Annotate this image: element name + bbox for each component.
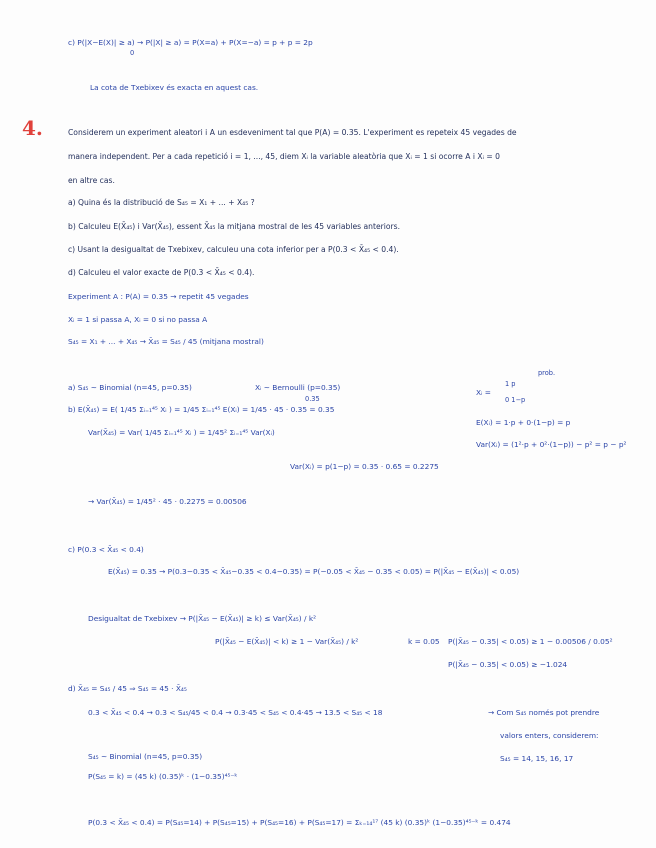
answer-b-var-result: → Var(X̄₄₅) = 1/45² · 45 · 0.2275 = 0.00506 xyxy=(88,497,247,506)
answer-b-expectation: b) E(X̄₄₅) = E( 1/45 Σᵢ₌₁⁴⁵ Xᵢ ) = 1/45 Σᵢ₌₁⁴⁵ E(Xᵢ) = 1/45 · 45 · 0.35 = 0.35 xyxy=(68,405,335,414)
statement-d: d) Calculeu el valor exacte de P(0.3 < X̄₄₅ < 0.4). xyxy=(68,268,255,277)
statement-a: a) Quina és la distribució de S₄₅ = X₁ + ... + X₄₅ ? xyxy=(68,198,255,207)
answer-c-transform: E(X̄₄₅) = 0.35 → P(0.3−0.35 < X̄₄₅−0.35 < 0.4−0.35) = P(−0.05 < X̄₄₅ − 0.35 < 0.05) = P(|X̄₄₅ − E(X̄₄₅)| < 0.05) xyxy=(108,567,520,576)
chebyshev-applied: P(|X̄₄₅ − 0.35| < 0.05) ≥ 1 − 0.00506 / 0.05² xyxy=(448,637,613,646)
side-prob-label: prob. xyxy=(538,369,556,377)
prev-c-conclusion: La cota de Txebixev és exacta en aquest cas. xyxy=(90,83,259,92)
setup-line-1: Experiment A : P(A) = 0.35 → repetit 45 vegades xyxy=(68,292,249,301)
problem-number: 4. xyxy=(22,116,43,140)
statement-line-3: en altre cas. xyxy=(68,176,115,185)
answer-c-title: c) P(0.3 < X̄₄₅ < 0.4) xyxy=(68,545,144,554)
answer-d-line-2: 0.3 < X̄₄₅ < 0.4 → 0.3 < S₄₅/45 < 0.4 → 0.3·45 < S₄₅ < 0.4·45 → 13.5 < S₄₅ < 18 xyxy=(88,708,383,717)
chebyshev-statement: Desigualtat de Txebixev → P(|X̄₄₅ − E(X̄₄₅)| ≥ k) ≤ Var(X̄₄₅) / k² xyxy=(88,614,317,623)
answer-d-line-1: d) X̄₄₅ = S₄₅ / 45 ⇒ S₄₅ = 45 · X̄₄₅ xyxy=(68,684,187,693)
side-pmf-top: 1 p xyxy=(505,380,516,388)
answer-d-note-2: valors enters, considerem: xyxy=(500,731,599,740)
setup-line-2: Xᵢ = 1 si passa A, Xᵢ = 0 si no passa A xyxy=(68,315,208,324)
chebyshev-result: P(|X̄₄₅ − 0.35| < 0.05) ≥ −1.024 xyxy=(448,660,568,669)
answer-a: a) S₄₅ ~ Binomial (n=45, p=0.35) xyxy=(68,383,192,392)
answer-d-note-3: S₄₅ = 14, 15, 16, 17 xyxy=(500,754,574,763)
statement-b: b) Calculeu E(X̄₄₅) i Var(X̄₄₅), essent X̄₄₅ la mitjana mostral de les 45 variables anteriors. xyxy=(68,222,401,231)
chebyshev-k: k = 0.05 xyxy=(408,637,440,646)
statement-line-2: manera independent. Per a cada repetició i = 1, ..., 45, diem Xᵢ la variable aleatòria que Xᵢ = 1 si ocorre A i Xᵢ = 0 xyxy=(68,152,500,161)
answer-d-pmf: P(S₄₅ = k) = (45 k) (0.35)ᵏ · (1−0.35)⁴⁵⁻ᵏ xyxy=(88,772,238,781)
answer-d-binomial: S₄₅ ~ Binomial (n=45, p=0.35) xyxy=(88,752,203,761)
answer-b-note: 0.35 xyxy=(305,395,320,403)
answer-b-var-note: Var(Xᵢ) = p(1−p) = 0.35 · 0.65 = 0.2275 xyxy=(290,462,439,471)
chebyshev-complement: P(|X̄₄₅ − E(X̄₄₅)| < k) ≥ 1 − Var(X̄₄₅) / k² xyxy=(215,637,359,646)
side-expectation: E(Xᵢ) = 1·p + 0·(1−p) = p xyxy=(476,418,571,427)
prev-c-sub: 0 xyxy=(130,49,135,57)
side-pmf-var: Xᵢ = xyxy=(476,388,491,397)
answer-a-note: Xᵢ ~ Bernoulli (p=0.35) xyxy=(255,383,341,392)
prev-c-line: c) P(|X−E(X)| ≥ a) → P(|X| ≥ a) = P(X=a) + P(X=−a) = p + p = 2p xyxy=(68,38,313,47)
answer-d-note-1: → Com S₄₅ només pot prendre xyxy=(488,708,600,717)
answer-b-variance: Var(X̄₄₅) = Var( 1/45 Σᵢ₌₁⁴⁵ Xᵢ ) = 1/45² Σᵢ₌₁⁴⁵ Var(Xᵢ) xyxy=(88,428,275,437)
side-variance: Var(Xᵢ) = (1²·p + 0²·(1−p)) − p² = p − p² xyxy=(476,440,627,449)
setup-line-3: S₄₅ = X₁ + ... + X₄₅ → X̄₄₅ = S₄₅ / 45 (mitjana mostral) xyxy=(68,337,264,346)
statement-c: c) Usant la desigualtat de Txebixev, calculeu una cota inferior per a P(0.3 < X̄₄₅ < 0.4). xyxy=(68,245,399,254)
answer-d-final: P(0.3 < X̄₄₅ < 0.4) = P(S₄₅=14) + P(S₄₅=15) + P(S₄₅=16) + P(S₄₅=17) = Σₖ₌₁₄¹⁷ (45 k) (0.35)ᵏ (1−0.35)⁴⁵⁻ᵏ = 0.474 xyxy=(88,818,511,827)
side-pmf-bottom: 0 1−p xyxy=(505,396,526,404)
statement-line-1: Considerem un experiment aleatori i A un esdeveniment tal que P(A) = 0.35. L'experiment es repeteix 45 vegades de xyxy=(68,128,517,137)
